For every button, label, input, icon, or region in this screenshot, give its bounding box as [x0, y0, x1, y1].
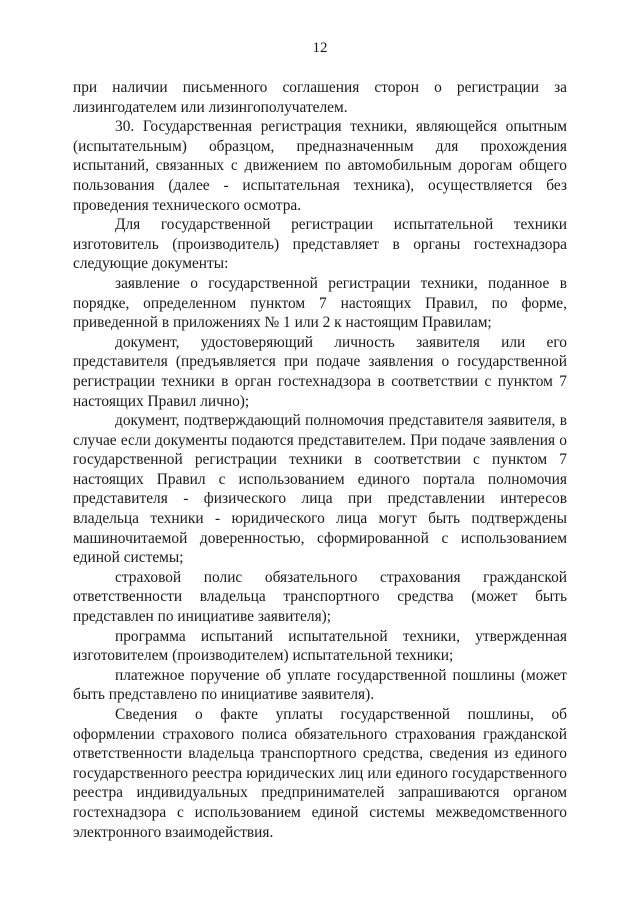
paragraph-item-30: 30. Государственная регистрация техники, являющейся опытным (испытательным) образцом, предназначенным для прохождения испытаний, связанных с движением по автомобильным дорогам общего пользования (далее - испытательная техника), осуществляется без проведения технического осмотра. [73, 118, 567, 214]
body-text [73, 78, 567, 842]
paragraph-application: заявление о государственной регистрации техники, поданное в порядке, определенном пунктом 7 настоящих Правил, по форме, приведенной в приложениях № 1 или 2 к настоящим Правилам; [73, 274, 567, 332]
paragraph-payment-order: платежное поручение об уплате государственной пошлины (может быть представлено по инициативе заявителя). [73, 666, 567, 704]
page-number: 12 [312, 40, 328, 56]
paragraph-identity-document: документ, удостоверяющий личность заявителя или его представителя (предъявляется при подаче заявления о государственной регистрации техники в орган гостехнадзора в соответствии с пунктом 7 настоящих Правил лично); [73, 333, 567, 410]
paragraph-continuation: при наличии письменного соглашения сторон о регистрации за лизингодателем или лизингополучателем. [73, 79, 567, 116]
paragraph-test-program: программа испытаний испытательной техники, утвержденная изготовителем (производителем) испытательной техники; [73, 627, 567, 665]
paragraph-insurance-policy: страховой полис обязательного страхования гражданской ответственности владельца транспортного средства (может быть представлен по инициативе заявителя); [73, 568, 567, 626]
paragraph-information-request: Сведения о факте уплаты государственной пошлины, об оформлении страхового полиса обязательного страхования гражданской ответственности владельца транспортного средства, сведения из единого государственного реестра юридических лиц или единого государственного реестра индивидуальных предпринимателей запрашиваются органом гостехнадзора с использованием единой системы межведомственного электронного взаимодействия. [73, 706, 567, 841]
paragraph-documents-intro: Для государственной регистрации испытательной техники изготовитель (производитель) представляет в органы гостехнадзора следующие документы: [73, 216, 567, 273]
paragraph-authority-document: документ, подтверждающий полномочия представителя заявителя, в случае если документы подаются представителем. При подаче заявления о государственной регистрации техники в соответствии с пунктом 7 настоящих Правил с использованием единого портала полномочия представителя - физического лица при представлении интересов владельца техники - юридического лица могут быть подтверждены машиночитаемой доверенностью, сформированной с использованием единой системы; [73, 412, 567, 567]
